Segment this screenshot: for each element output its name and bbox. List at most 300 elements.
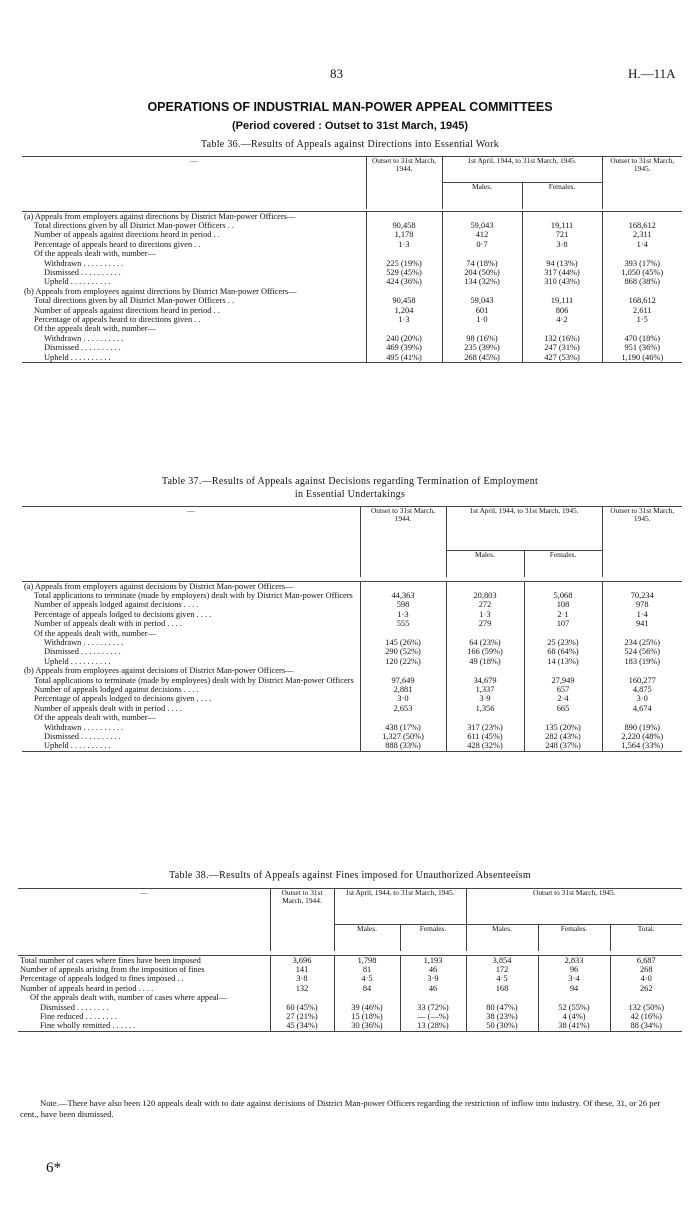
- row-label: Percentage of appeals heard to directions given . .: [34, 314, 201, 324]
- table37: [22, 506, 682, 752]
- cell-value: [522, 211, 602, 221]
- cell-value: 5,068: [524, 591, 602, 600]
- table36-row: [22, 259, 682, 268]
- cell-value: 59,043: [442, 296, 522, 305]
- table38-col-period: 1st April, 1944, to 31st March, 1945.: [334, 889, 466, 925]
- row-label: Withdrawn . . . . . . . . . .: [44, 258, 124, 268]
- cell-value: 529 (45%): [366, 268, 442, 277]
- cell-value: 19,111: [522, 296, 602, 305]
- cell-value: 3·9: [446, 694, 524, 703]
- table38-row: [18, 965, 682, 974]
- cell-value: 20,803: [446, 591, 524, 600]
- cell-value: 268 (45%): [442, 353, 522, 363]
- table37-row: [22, 713, 682, 722]
- cell-value: 1·3: [360, 610, 446, 619]
- table37-row: [22, 704, 682, 713]
- table36-row: [22, 287, 682, 296]
- table38-col-period-females: Females.: [400, 925, 466, 951]
- table36-row: [22, 343, 682, 352]
- page-number: 83: [330, 66, 343, 81]
- cell-value: 290 (52%): [360, 647, 446, 656]
- table36-col-outset-1944: Outset to 31st March, 1944.: [366, 157, 442, 209]
- cell-value: 428 (32%): [446, 741, 524, 751]
- cell-value: [522, 249, 602, 258]
- cell-value: 1,327 (50%): [360, 732, 446, 741]
- cell-value: 90,458: [366, 296, 442, 305]
- cell-value: 247 (31%): [522, 343, 602, 352]
- cell-value: [602, 629, 682, 638]
- cell-value: 94 (13%): [522, 259, 602, 268]
- cell-value: 2·4: [524, 694, 602, 703]
- cell-value: 4,875: [602, 685, 682, 694]
- row-label: Total number of cases where fines have been imposed: [20, 955, 201, 965]
- cell-value: 888 (33%): [360, 741, 446, 751]
- cell-value: 68 (64%): [524, 647, 602, 656]
- table38-col-outset-females: Females.: [538, 925, 610, 951]
- cell-value: [446, 629, 524, 638]
- cell-value: 2,220 (48%): [602, 732, 682, 741]
- table37-row: [22, 610, 682, 619]
- cell-value: 1,204: [366, 306, 442, 315]
- cell-value: 3·4: [538, 974, 610, 983]
- cell-value: 272: [446, 600, 524, 609]
- page-title: OPERATIONS OF INDUSTRIAL MAN-POWER APPEAL COMMITTEES: [147, 100, 553, 114]
- row-label: (b) Appeals from employees against directions by District Man-power Officers—: [24, 286, 297, 296]
- cell-value: 3·9: [400, 974, 466, 983]
- cell-value: [602, 666, 682, 675]
- row-label: Upheld . . . . . . . . . .: [44, 656, 111, 666]
- cell-value: 469 (39%): [366, 343, 442, 352]
- table38-caption: Table 38.—Results of Appeals against Fines imposed for Unauthorized Absenteeism: [169, 870, 531, 881]
- table38-col-total: Total.: [610, 925, 682, 951]
- cell-value: 3·8: [270, 974, 334, 983]
- cell-value: 3,854: [466, 955, 538, 965]
- row-label: (a) Appeals from employers against directions by District Man-power Officers—: [24, 211, 296, 221]
- cell-value: 88 (34%): [610, 1021, 682, 1031]
- cell-value: — (—%): [400, 1012, 466, 1021]
- cell-value: [610, 993, 682, 1002]
- cell-value: [446, 713, 524, 722]
- cell-value: [366, 324, 442, 333]
- row-label: Percentage of appeals lodged to decisions given . . . .: [34, 694, 212, 704]
- cell-value: [522, 324, 602, 333]
- cell-value: 268: [610, 965, 682, 974]
- cell-value: 611 (45%): [446, 732, 524, 741]
- cell-value: 120 (22%): [360, 657, 446, 666]
- cell-value: [360, 666, 446, 675]
- cell-value: 310 (43%): [522, 277, 602, 286]
- cell-value: 2,311: [602, 230, 682, 239]
- cell-value: [602, 287, 682, 296]
- cell-value: 145 (26%): [360, 638, 446, 647]
- cell-value: 317 (44%): [522, 268, 602, 277]
- cell-value: 262: [610, 984, 682, 993]
- row-label: Percentage of appeals lodged to fines imposed . .: [20, 974, 184, 984]
- row-label: Fine wholly remitted . . . . . .: [18, 1021, 270, 1031]
- cell-value: 4·5: [466, 974, 538, 983]
- cell-value: 2,611: [602, 306, 682, 315]
- cell-value: 1·3: [366, 240, 442, 249]
- row-label: Number of appeals arising from the imposition of fines: [20, 964, 205, 974]
- cell-value: 225 (19%): [366, 259, 442, 268]
- table36-row: [22, 211, 682, 221]
- cell-value: 45 (34%): [270, 1021, 334, 1031]
- cell-value: 240 (20%): [366, 334, 442, 343]
- cell-value: 1,050 (45%): [602, 268, 682, 277]
- table38-row: [18, 1021, 682, 1031]
- table37-row: [22, 732, 682, 741]
- cell-value: 941: [602, 619, 682, 628]
- row-label: Number of appeals lodged against decisions . . . .: [34, 684, 199, 694]
- table36-row: [22, 221, 682, 230]
- cell-value: 4·5: [334, 974, 400, 983]
- row-label: Total directions given by all District Man-power Officers . .: [34, 296, 234, 306]
- cell-value: 81: [334, 965, 400, 974]
- cell-value: [400, 993, 466, 1002]
- cell-value: 46: [400, 984, 466, 993]
- row-label: Percentage of appeals heard to directions given . .: [34, 239, 201, 249]
- row-label: Of the appeals dealt with, number—: [34, 324, 156, 334]
- table38-col-outset-1945: Outset to 31st March, 1945.: [466, 889, 682, 925]
- cell-value: 6,687: [610, 955, 682, 965]
- row-label: Of the appeals dealt with, number of cases where appeal—: [30, 993, 228, 1003]
- cell-value: 49 (18%): [446, 657, 524, 666]
- cell-value: 393 (17%): [602, 259, 682, 268]
- cell-value: [360, 629, 446, 638]
- table36-col-period: 1st April, 1944, to 31st March, 1945.: [442, 157, 602, 183]
- cell-value: 279: [446, 619, 524, 628]
- table37-row: [22, 591, 682, 600]
- row-label: Total applications to terminate (made by employers) dealt with by District Man-power Officers: [34, 590, 353, 600]
- table36-row: [22, 296, 682, 305]
- cell-value: [442, 249, 522, 258]
- cell-value: 427 (53%): [522, 353, 602, 363]
- cell-value: 4·2: [522, 315, 602, 324]
- row-label: Fine reduced . . . . . . . .: [40, 1011, 117, 1021]
- cell-value: [602, 249, 682, 258]
- table38-col-outset-1944: Outset to 31st March, 1944.: [270, 889, 334, 951]
- cell-value: 4,674: [602, 704, 682, 713]
- row-label: Number of appeals against directions heard in period . .: [34, 305, 220, 315]
- row-label: Total applications to terminate (made by employees) dealt with by District Man-power Officers: [34, 675, 354, 685]
- table37-stub-header: —: [22, 507, 360, 577]
- table37-row: [22, 600, 682, 609]
- cell-value: [366, 211, 442, 221]
- cell-value: 107: [524, 619, 602, 628]
- cell-value: 132 (16%): [522, 334, 602, 343]
- cell-value: 80 (47%): [466, 1003, 538, 1012]
- cell-value: 94: [538, 984, 610, 993]
- cell-value: 84: [334, 984, 400, 993]
- table37-row: [22, 723, 682, 732]
- cell-value: 235 (39%): [442, 343, 522, 352]
- cell-value: 1·4: [602, 610, 682, 619]
- cell-value: 598: [360, 600, 446, 609]
- cell-value: 50 (30%): [466, 1021, 538, 1031]
- table37-row: [22, 685, 682, 694]
- cell-value: [602, 581, 682, 591]
- cell-value: 96: [538, 965, 610, 974]
- cell-value: 160,277: [602, 676, 682, 685]
- cell-value: [602, 211, 682, 221]
- cell-value: [538, 993, 610, 1002]
- cell-value: 168: [466, 984, 538, 993]
- cell-value: [442, 211, 522, 221]
- row-label: Number of appeals lodged against decisions . . . .: [34, 600, 199, 610]
- cell-value: [442, 324, 522, 333]
- cell-value: 0·7: [442, 240, 522, 249]
- cell-value: 19,111: [522, 221, 602, 230]
- cell-value: 13 (28%): [400, 1021, 466, 1031]
- cell-value: 1,564 (33%): [602, 741, 682, 751]
- table38-row: [18, 974, 682, 983]
- table37-row: [22, 647, 682, 656]
- table37-col-period: 1st April, 1944, to 31st March, 1945.: [446, 507, 602, 551]
- cell-value: [442, 287, 522, 296]
- table36-row: [22, 230, 682, 239]
- cell-value: 3·8: [522, 240, 602, 249]
- row-label: Withdrawn . . . . . . . . . .: [44, 637, 124, 647]
- cell-value: 132: [270, 984, 334, 993]
- table37-row: [22, 657, 682, 666]
- cell-value: 3,696: [270, 955, 334, 965]
- cell-value: 141: [270, 965, 334, 974]
- cell-value: 132 (50%): [610, 1003, 682, 1012]
- row-label: Upheld . . . . . . . . . .: [22, 353, 366, 363]
- cell-value: [446, 666, 524, 675]
- row-label: (b) Appeals from employees against decisions of District Man-power Officers—: [24, 666, 294, 676]
- cell-value: [270, 993, 334, 1002]
- table37-row: [22, 666, 682, 675]
- cell-value: 601: [442, 306, 522, 315]
- table38-stub-header: —: [18, 889, 270, 951]
- row-label: Dismissed . . . . . . . .: [40, 1002, 109, 1012]
- cell-value: 183 (19%): [602, 657, 682, 666]
- cell-value: [524, 629, 602, 638]
- row-label: Of the appeals dealt with, number—: [34, 249, 156, 259]
- cell-value: 44,363: [360, 591, 446, 600]
- cell-value: 166 (59%): [446, 647, 524, 656]
- cell-value: 97,649: [360, 676, 446, 685]
- row-label: Upheld . . . . . . . . . .: [22, 741, 360, 751]
- cell-value: 470 (18%): [602, 334, 682, 343]
- table36-row: [22, 324, 682, 333]
- row-label: Number of appeals heard in period . . . .: [20, 983, 154, 993]
- row-label: Dismissed . . . . . . . . . .: [44, 647, 121, 657]
- table38: [18, 888, 682, 1032]
- cell-value: 172: [466, 965, 538, 974]
- cell-value: 4·0: [610, 974, 682, 983]
- cell-value: [466, 993, 538, 1002]
- cell-value: 657: [524, 685, 602, 694]
- cell-value: 135 (20%): [524, 723, 602, 732]
- cell-value: 2·1: [524, 610, 602, 619]
- cell-value: 38 (23%): [466, 1012, 538, 1021]
- cell-value: [366, 287, 442, 296]
- table37-caption-line1: Table 37.—Results of Appeals against Decisions regarding Termination of Employment: [161, 476, 539, 487]
- cell-value: 33 (72%): [400, 1003, 466, 1012]
- table36-row: [22, 353, 682, 363]
- cell-value: [524, 666, 602, 675]
- cell-value: 38 (41%): [538, 1021, 610, 1031]
- cell-value: 64 (23%): [446, 638, 524, 647]
- row-label: Total directions given by all District Man-power Officers . .: [34, 220, 234, 230]
- row-label: Number of appeals against directions heard in period . .: [34, 230, 220, 240]
- cell-value: 2,833: [538, 955, 610, 965]
- table37-col-outset-1945: Outset to 31st March, 1945.: [602, 507, 682, 577]
- cell-value: 978: [602, 600, 682, 609]
- table36-row: [22, 240, 682, 249]
- footer-signature-mark: 6*: [46, 1160, 61, 1176]
- cell-value: [360, 581, 446, 591]
- cell-value: 721: [522, 230, 602, 239]
- cell-value: 90,458: [366, 221, 442, 230]
- cell-value: 98 (16%): [442, 334, 522, 343]
- table36-caption: Table 36.—Results of Appeals against Directions into Essential Work: [200, 139, 500, 150]
- cell-value: 52 (55%): [538, 1003, 610, 1012]
- row-label: Upheld . . . . . . . . . .: [44, 277, 111, 287]
- table36-row: [22, 249, 682, 258]
- cell-value: 74 (18%): [442, 259, 522, 268]
- table38-row: [18, 955, 682, 965]
- cell-value: 1·3: [446, 610, 524, 619]
- table38-col-period-males: Males.: [334, 925, 400, 951]
- cell-value: 1,356: [446, 704, 524, 713]
- cell-value: 524 (56%): [602, 647, 682, 656]
- document-reference: H.—11A: [628, 66, 676, 81]
- page-subtitle: (Period covered : Outset to 31st March, 1945): [232, 120, 468, 132]
- cell-value: 412: [442, 230, 522, 239]
- cell-value: [446, 581, 524, 591]
- cell-value: 34,679: [446, 676, 524, 685]
- cell-value: 317 (23%): [446, 723, 524, 732]
- row-label: Of the appeals dealt with, number—: [34, 628, 156, 638]
- row-label: Of the appeals dealt with, number—: [34, 713, 156, 723]
- row-label: Percentage of appeals lodged to decisions given . . . .: [34, 609, 212, 619]
- row-label: Number of appeals dealt with in period . . . .: [34, 619, 182, 629]
- table38-row: [18, 1012, 682, 1021]
- cell-value: 14 (13%): [524, 657, 602, 666]
- table36: [22, 156, 682, 363]
- cell-value: 25 (23%): [524, 638, 602, 647]
- row-label: Withdrawn . . . . . . . . . .: [44, 722, 124, 732]
- table38-row: [18, 984, 682, 993]
- table37-col-outset-1944: Outset to 31st March, 1944.: [360, 507, 446, 577]
- table37-col-males: Males.: [446, 551, 524, 577]
- cell-value: 204 (50%): [442, 268, 522, 277]
- cell-value: [360, 713, 446, 722]
- cell-value: 1,178: [366, 230, 442, 239]
- table37-col-females: Females.: [524, 551, 602, 577]
- cell-value: 1·3: [366, 315, 442, 324]
- cell-value: 27 (21%): [270, 1012, 334, 1021]
- table37-row: [22, 629, 682, 638]
- cell-value: 234 (25%): [602, 638, 682, 647]
- cell-value: 59,043: [442, 221, 522, 230]
- cell-value: 4 (4%): [538, 1012, 610, 1021]
- table36-col-males: Males.: [442, 183, 522, 209]
- cell-value: 1,190 (46%): [602, 353, 682, 363]
- cell-value: 495 (41%): [366, 353, 442, 363]
- cell-value: 27,949: [524, 676, 602, 685]
- table36-row: [22, 277, 682, 286]
- cell-value: 1,798: [334, 955, 400, 965]
- table36-row: [22, 334, 682, 343]
- cell-value: 168,612: [602, 221, 682, 230]
- cell-value: 39 (46%): [334, 1003, 400, 1012]
- cell-value: 248 (37%): [524, 741, 602, 751]
- cell-value: 282 (43%): [524, 732, 602, 741]
- cell-value: 1,337: [446, 685, 524, 694]
- table38-row: [18, 1003, 682, 1012]
- cell-value: [524, 581, 602, 591]
- cell-value: 46: [400, 965, 466, 974]
- table36-col-females: Females.: [522, 183, 602, 209]
- cell-value: 2,653: [360, 704, 446, 713]
- cell-value: 3·0: [360, 694, 446, 703]
- cell-value: [602, 713, 682, 722]
- cell-value: 2,881: [360, 685, 446, 694]
- cell-value: 1·0: [442, 315, 522, 324]
- row-label: Dismissed . . . . . . . . . .: [44, 343, 121, 353]
- row-label: Withdrawn . . . . . . . . . .: [44, 333, 124, 343]
- table37-row: [22, 694, 682, 703]
- cell-value: 15 (18%): [334, 1012, 400, 1021]
- row-label: Dismissed . . . . . . . . . .: [44, 267, 121, 277]
- cell-value: 70,234: [602, 591, 682, 600]
- table38-col-outset-males: Males.: [466, 925, 538, 951]
- cell-value: 890 (19%): [602, 723, 682, 732]
- row-label: (a) Appeals from employers against decisions by District Man-power Officers—: [24, 581, 294, 591]
- table36-row: [22, 315, 682, 324]
- cell-value: 555: [360, 619, 446, 628]
- cell-value: 665: [524, 704, 602, 713]
- cell-value: 1·5: [602, 315, 682, 324]
- cell-value: 868 (38%): [602, 277, 682, 286]
- row-label: Number of appeals dealt with in period . . . .: [34, 703, 182, 713]
- cell-value: [522, 287, 602, 296]
- row-label: Dismissed . . . . . . . . . .: [44, 732, 121, 741]
- cell-value: 1·4: [602, 240, 682, 249]
- cell-value: 108: [524, 600, 602, 609]
- cell-value: [524, 713, 602, 722]
- cell-value: [602, 324, 682, 333]
- cell-value: [366, 249, 442, 258]
- footnote: Note.—There have also been 120 appeals dealt with to date against decisions of District Man-power Officers regarding the restriction of inflow into industry. Of these, 31, or 26 per cent., have been dismissed.: [20, 1098, 661, 1120]
- table36-stub-header: —: [22, 157, 366, 209]
- cell-value: 424 (36%): [366, 277, 442, 286]
- table38-row: [18, 993, 682, 1002]
- table36-row: [22, 306, 682, 315]
- cell-value: 42 (16%): [610, 1012, 682, 1021]
- table37-row: [22, 619, 682, 628]
- table36-col-outset-1945: Outset to 31st March, 1945.: [602, 157, 682, 209]
- table37-row: [22, 638, 682, 647]
- cell-value: 806: [522, 306, 602, 315]
- cell-value: 134 (32%): [442, 277, 522, 286]
- cell-value: 1,193: [400, 955, 466, 965]
- table37-row: [22, 741, 682, 751]
- cell-value: [334, 993, 400, 1002]
- cell-value: 951 (36%): [602, 343, 682, 352]
- table37-row: [22, 676, 682, 685]
- cell-value: 438 (17%): [360, 723, 446, 732]
- cell-value: 60 (45%): [270, 1003, 334, 1012]
- table37-row: [22, 581, 682, 591]
- cell-value: 168,612: [602, 296, 682, 305]
- page-header: [0, 66, 700, 82]
- table37-caption-line2: in Essential Undertakings: [294, 489, 406, 500]
